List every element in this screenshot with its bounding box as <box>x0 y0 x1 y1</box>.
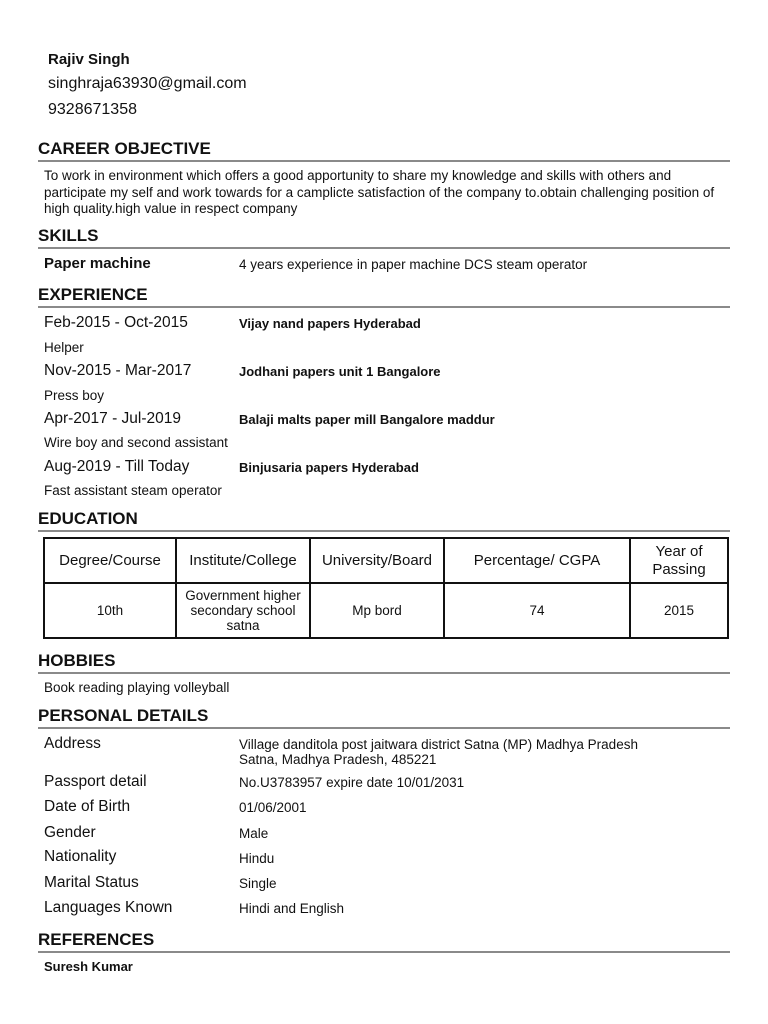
phone: 9328671358 <box>48 101 137 118</box>
exp-company: Jodhani papers unit 1 Bangalore <box>239 364 441 379</box>
skills-heading: SKILLS <box>38 226 99 245</box>
exp-role: Fast assistant steam operator <box>44 483 222 498</box>
personal-label: Passport detail <box>44 773 147 790</box>
hobbies-heading: HOBBIES <box>38 651 116 670</box>
skill-detail: 4 years experience in paper machine DCS steam operator <box>239 257 588 272</box>
divider <box>38 160 730 162</box>
table-cell: 2015 <box>630 583 728 638</box>
exp-role: Helper <box>44 340 84 355</box>
career-objective-heading: CAREER OBJECTIVE <box>38 139 211 158</box>
exp-period: Feb-2015 - Oct-2015 <box>44 314 188 331</box>
divider <box>38 530 730 532</box>
personal-value: Single <box>239 876 277 891</box>
personal-value: Hindu <box>239 851 275 866</box>
personal-label: Languages Known <box>44 899 173 916</box>
personal-value: Male <box>239 826 269 841</box>
divider <box>38 672 730 674</box>
skill-name: Paper machine <box>44 255 151 272</box>
personal-value: Hindi and English <box>239 901 345 916</box>
column-header: Year of Passing <box>630 538 728 583</box>
column-header: University/Board <box>310 538 444 583</box>
reference-name: Suresh Kumar <box>44 959 133 974</box>
education-table <box>43 537 729 639</box>
experience-heading: EXPERIENCE <box>38 285 148 304</box>
personal-label: Marital Status <box>44 874 139 891</box>
column-header: Percentage/ CGPA <box>444 538 630 583</box>
education-heading: EDUCATION <box>38 509 138 528</box>
references-heading: REFERENCES <box>38 930 155 949</box>
personal-label: Nationality <box>44 848 117 865</box>
table-cell: 74 <box>444 583 630 638</box>
hobbies-text: Book reading playing volleyball <box>44 680 230 695</box>
table-header-row <box>44 538 728 583</box>
personal-value: Village danditola post jaitwara district Satna (MP) Madhya Pradesh <box>239 737 638 752</box>
divider <box>38 306 730 308</box>
column-header: Institute/College <box>176 538 310 583</box>
personal-value: 01/06/2001 <box>239 800 307 815</box>
exp-period: Nov-2015 - Mar-2017 <box>44 362 192 379</box>
exp-role: Press boy <box>44 388 105 403</box>
exp-company: Vijay nand papers Hyderabad <box>239 316 421 331</box>
personal-label: Address <box>44 735 101 752</box>
personal-value: No.U3783957 expire date 10/01/2031 <box>239 775 465 790</box>
personal-value: Satna, Madhya Pradesh, 485221 <box>239 752 437 767</box>
personal-label: Date of Birth <box>44 798 131 815</box>
exp-period: Aug-2019 - Till Today <box>44 458 190 475</box>
column-header: Degree/Course <box>44 538 176 583</box>
personal-label: Gender <box>44 824 96 841</box>
table-cell: Mp bord <box>310 583 444 638</box>
divider <box>38 727 730 729</box>
divider <box>38 247 730 249</box>
exp-company: Balaji malts paper mill Bangalore maddur <box>239 412 495 427</box>
exp-role: Wire boy and second assistant <box>44 435 228 450</box>
table-row <box>44 583 728 638</box>
exp-company: Binjusaria papers Hyderabad <box>239 460 419 475</box>
email: singhraja63930@gmail.com <box>48 75 247 92</box>
personal-details-heading: PERSONAL DETAILS <box>38 706 209 725</box>
divider <box>38 951 730 953</box>
table-cell: Government higher secondary school satna <box>176 583 310 638</box>
table-cell: 10th <box>44 583 176 638</box>
exp-period: Apr-2017 - Jul-2019 <box>44 410 181 427</box>
career-objective-text: To work in environment which offers a good apportunity to share my knowledge and skills with others and participate my self and work towards for a camplicte satisfaction of the company to.obtain challenging position of high quality.high value in respect company <box>44 168 715 216</box>
candidate-name: Rajiv Singh <box>48 51 130 68</box>
